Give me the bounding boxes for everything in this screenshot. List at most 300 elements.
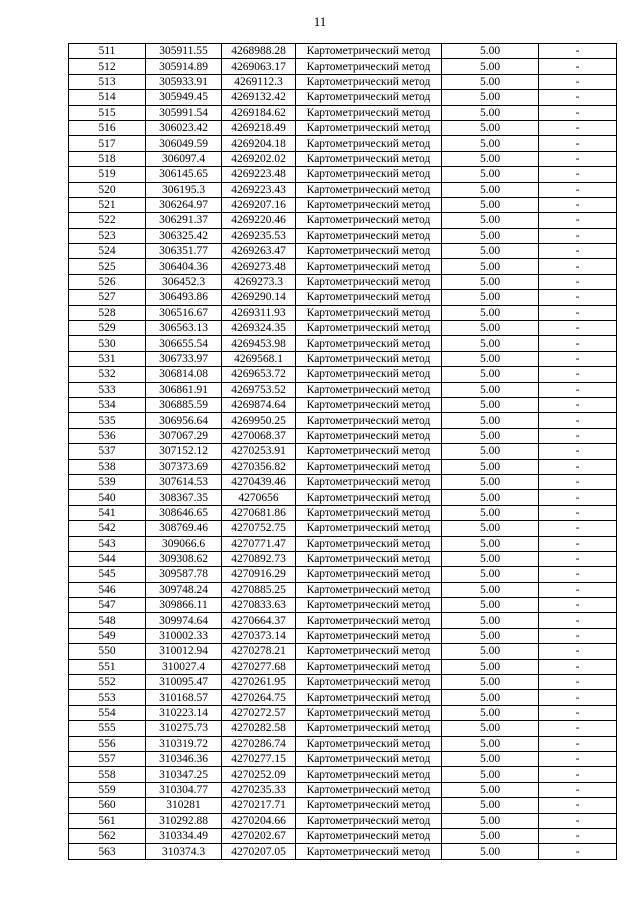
x-coordinate-cell: 306655.54: [146, 336, 222, 351]
note-cell: -: [539, 459, 617, 474]
table-row: [69, 598, 617, 613]
accuracy-cell: 5.00: [442, 659, 539, 674]
accuracy-cell: 5.00: [442, 613, 539, 628]
accuracy-cell: 5.00: [442, 351, 539, 366]
table-row: [69, 120, 617, 135]
method-cell: Картометрический метод: [296, 321, 442, 336]
note-cell: -: [539, 782, 617, 797]
x-coordinate-cell: 310095.47: [146, 675, 222, 690]
accuracy-cell: 5.00: [442, 844, 539, 859]
accuracy-cell: 5.00: [442, 582, 539, 597]
method-cell: Картометрический метод: [296, 582, 442, 597]
x-coordinate-cell: 310334.49: [146, 828, 222, 843]
note-cell: -: [539, 105, 617, 120]
x-coordinate-cell: 310292.88: [146, 813, 222, 828]
method-cell: Картометрический метод: [296, 259, 442, 274]
x-coordinate-cell: 310275.73: [146, 721, 222, 736]
point-number-cell: 562: [69, 828, 146, 843]
y-coordinate-cell: 4270916.29: [222, 567, 296, 582]
note-cell: -: [539, 367, 617, 382]
method-cell: Картометрический метод: [296, 813, 442, 828]
x-coordinate-cell: 309308.62: [146, 551, 222, 566]
note-cell: -: [539, 120, 617, 135]
y-coordinate-cell: 4270282.58: [222, 721, 296, 736]
note-cell: -: [539, 59, 617, 74]
point-number-cell: 541: [69, 505, 146, 520]
x-coordinate-cell: 309866.11: [146, 598, 222, 613]
y-coordinate-cell: 4269263.47: [222, 244, 296, 259]
x-coordinate-cell: 309587.78: [146, 567, 222, 582]
accuracy-cell: 5.00: [442, 736, 539, 751]
x-coordinate-cell: 306097.4: [146, 151, 222, 166]
table-row: [69, 567, 617, 582]
method-cell: Картометрический метод: [296, 428, 442, 443]
point-number-cell: 513: [69, 74, 146, 89]
table-row: [69, 767, 617, 782]
y-coordinate-cell: 4269950.25: [222, 413, 296, 428]
table-row: [69, 613, 617, 628]
x-coordinate-cell: 306452.3: [146, 274, 222, 289]
note-cell: -: [539, 659, 617, 674]
accuracy-cell: 5.00: [442, 505, 539, 520]
x-coordinate-cell: 307373.69: [146, 459, 222, 474]
x-coordinate-cell: 306049.59: [146, 136, 222, 151]
x-coordinate-cell: 307067.29: [146, 428, 222, 443]
table-row: [69, 675, 617, 690]
note-cell: -: [539, 490, 617, 505]
accuracy-cell: 5.00: [442, 167, 539, 182]
x-coordinate-cell: 309066.6: [146, 536, 222, 551]
table-row: [69, 59, 617, 74]
x-coordinate-cell: 308769.46: [146, 521, 222, 536]
accuracy-cell: 5.00: [442, 413, 539, 428]
method-cell: Картометрический метод: [296, 44, 442, 59]
y-coordinate-cell: 4269874.64: [222, 397, 296, 412]
point-number-cell: 559: [69, 782, 146, 797]
note-cell: -: [539, 197, 617, 212]
note-cell: -: [539, 536, 617, 551]
note-cell: -: [539, 551, 617, 566]
note-cell: -: [539, 798, 617, 813]
method-cell: Картометрический метод: [296, 767, 442, 782]
x-coordinate-cell: 306325.42: [146, 228, 222, 243]
y-coordinate-cell: 4270235.33: [222, 782, 296, 797]
x-coordinate-cell: 306195.3: [146, 182, 222, 197]
method-cell: Картометрический метод: [296, 567, 442, 582]
table-row: [69, 197, 617, 212]
table-row: [69, 521, 617, 536]
y-coordinate-cell: 4270264.75: [222, 690, 296, 705]
method-cell: Картометрический метод: [296, 213, 442, 228]
accuracy-cell: 5.00: [442, 397, 539, 412]
point-number-cell: 557: [69, 751, 146, 766]
point-number-cell: 561: [69, 813, 146, 828]
y-coordinate-cell: 4270277.68: [222, 659, 296, 674]
x-coordinate-cell: 307152.12: [146, 444, 222, 459]
accuracy-cell: 5.00: [442, 721, 539, 736]
x-coordinate-cell: 309748.24: [146, 582, 222, 597]
note-cell: -: [539, 628, 617, 643]
y-coordinate-cell: 4269290.14: [222, 290, 296, 305]
method-cell: Картометрический метод: [296, 536, 442, 551]
method-cell: Картометрический метод: [296, 551, 442, 566]
table-row: [69, 474, 617, 489]
point-number-cell: 547: [69, 598, 146, 613]
y-coordinate-cell: 4269753.52: [222, 382, 296, 397]
method-cell: Картометрический метод: [296, 382, 442, 397]
x-coordinate-cell: 306733.97: [146, 351, 222, 366]
table-row: [69, 397, 617, 412]
point-number-cell: 534: [69, 397, 146, 412]
method-cell: Картометрический метод: [296, 828, 442, 843]
point-number-cell: 538: [69, 459, 146, 474]
note-cell: -: [539, 259, 617, 274]
accuracy-cell: 5.00: [442, 428, 539, 443]
method-cell: Картометрический метод: [296, 90, 442, 105]
point-number-cell: 515: [69, 105, 146, 120]
point-number-cell: 539: [69, 474, 146, 489]
note-cell: -: [539, 505, 617, 520]
table-row: [69, 628, 617, 643]
accuracy-cell: 5.00: [442, 536, 539, 551]
note-cell: -: [539, 690, 617, 705]
accuracy-cell: 5.00: [442, 705, 539, 720]
accuracy-cell: 5.00: [442, 244, 539, 259]
note-cell: -: [539, 182, 617, 197]
note-cell: -: [539, 613, 617, 628]
accuracy-cell: 5.00: [442, 59, 539, 74]
table-row: [69, 228, 617, 243]
point-number-cell: 526: [69, 274, 146, 289]
y-coordinate-cell: 4269653.72: [222, 367, 296, 382]
point-number-cell: 512: [69, 59, 146, 74]
method-cell: Картометрический метод: [296, 59, 442, 74]
accuracy-cell: 5.00: [442, 828, 539, 843]
accuracy-cell: 5.00: [442, 213, 539, 228]
x-coordinate-cell: 310346.36: [146, 751, 222, 766]
x-coordinate-cell: 309974.64: [146, 613, 222, 628]
note-cell: -: [539, 397, 617, 412]
x-coordinate-cell: 306861.91: [146, 382, 222, 397]
table-row: [69, 690, 617, 705]
note-cell: -: [539, 598, 617, 613]
x-coordinate-cell: 306404.36: [146, 259, 222, 274]
y-coordinate-cell: 4269223.43: [222, 182, 296, 197]
y-coordinate-cell: 4269311.93: [222, 305, 296, 320]
point-number-cell: 543: [69, 536, 146, 551]
accuracy-cell: 5.00: [442, 444, 539, 459]
table-row: [69, 382, 617, 397]
point-number-cell: 529: [69, 321, 146, 336]
note-cell: -: [539, 813, 617, 828]
point-number-cell: 531: [69, 351, 146, 366]
y-coordinate-cell: 4269223.48: [222, 167, 296, 182]
method-cell: Картометрический метод: [296, 736, 442, 751]
note-cell: -: [539, 751, 617, 766]
accuracy-cell: 5.00: [442, 459, 539, 474]
method-cell: Картометрический метод: [296, 490, 442, 505]
point-number-cell: 530: [69, 336, 146, 351]
table-row: [69, 274, 617, 289]
accuracy-cell: 5.00: [442, 690, 539, 705]
y-coordinate-cell: 4270892.73: [222, 551, 296, 566]
x-coordinate-cell: 310304.77: [146, 782, 222, 797]
note-cell: -: [539, 336, 617, 351]
table-row: [69, 428, 617, 443]
x-coordinate-cell: 306885.59: [146, 397, 222, 412]
table-row: [69, 536, 617, 551]
point-number-cell: 553: [69, 690, 146, 705]
y-coordinate-cell: 4270681.86: [222, 505, 296, 520]
table-row: [69, 213, 617, 228]
note-cell: -: [539, 244, 617, 259]
note-cell: -: [539, 413, 617, 428]
y-coordinate-cell: 4270272.57: [222, 705, 296, 720]
accuracy-cell: 5.00: [442, 782, 539, 797]
x-coordinate-cell: 310281: [146, 798, 222, 813]
table-row: [69, 751, 617, 766]
method-cell: Картометрический метод: [296, 459, 442, 474]
y-coordinate-cell: 4270752.75: [222, 521, 296, 536]
note-cell: -: [539, 675, 617, 690]
point-number-cell: 556: [69, 736, 146, 751]
point-number-cell: 535: [69, 413, 146, 428]
note-cell: -: [539, 321, 617, 336]
note-cell: -: [539, 474, 617, 489]
accuracy-cell: 5.00: [442, 490, 539, 505]
table-row: [69, 705, 617, 720]
note-cell: -: [539, 644, 617, 659]
point-number-cell: 548: [69, 613, 146, 628]
method-cell: Картометрический метод: [296, 244, 442, 259]
note-cell: -: [539, 736, 617, 751]
note-cell: -: [539, 74, 617, 89]
note-cell: -: [539, 721, 617, 736]
accuracy-cell: 5.00: [442, 259, 539, 274]
method-cell: Картометрический метод: [296, 305, 442, 320]
accuracy-cell: 5.00: [442, 767, 539, 782]
table-row: [69, 167, 617, 182]
y-coordinate-cell: 4269218.49: [222, 120, 296, 135]
method-cell: Картометрический метод: [296, 290, 442, 305]
y-coordinate-cell: 4270207.05: [222, 844, 296, 859]
y-coordinate-cell: 4269324.35: [222, 321, 296, 336]
y-coordinate-cell: 4269184.62: [222, 105, 296, 120]
table-row: [69, 782, 617, 797]
method-cell: Картометрический метод: [296, 274, 442, 289]
x-coordinate-cell: 310002.33: [146, 628, 222, 643]
y-coordinate-cell: 4270833.63: [222, 598, 296, 613]
note-cell: -: [539, 167, 617, 182]
accuracy-cell: 5.00: [442, 120, 539, 135]
note-cell: -: [539, 305, 617, 320]
y-coordinate-cell: 4269273.3: [222, 274, 296, 289]
table-row: [69, 136, 617, 151]
method-cell: Картометрический метод: [296, 659, 442, 674]
y-coordinate-cell: 4270664.37: [222, 613, 296, 628]
point-number-cell: 537: [69, 444, 146, 459]
y-coordinate-cell: 4270885.25: [222, 582, 296, 597]
point-number-cell: 524: [69, 244, 146, 259]
note-cell: -: [539, 274, 617, 289]
table-row: [69, 351, 617, 366]
y-coordinate-cell: 4268988.28: [222, 44, 296, 59]
note-cell: -: [539, 382, 617, 397]
y-coordinate-cell: 4270253.91: [222, 444, 296, 459]
point-number-cell: 521: [69, 197, 146, 212]
note-cell: -: [539, 90, 617, 105]
method-cell: Картометрический метод: [296, 705, 442, 720]
method-cell: Картометрический метод: [296, 74, 442, 89]
point-number-cell: 532: [69, 367, 146, 382]
table-row: [69, 259, 617, 274]
note-cell: -: [539, 567, 617, 582]
method-cell: Картометрический метод: [296, 613, 442, 628]
table-row: [69, 305, 617, 320]
method-cell: Картометрический метод: [296, 197, 442, 212]
note-cell: -: [539, 290, 617, 305]
method-cell: Картометрический метод: [296, 521, 442, 536]
method-cell: Картометрический метод: [296, 351, 442, 366]
x-coordinate-cell: 308646.65: [146, 505, 222, 520]
accuracy-cell: 5.00: [442, 321, 539, 336]
table-row: [69, 582, 617, 597]
accuracy-cell: 5.00: [442, 751, 539, 766]
note-cell: -: [539, 351, 617, 366]
point-number-cell: 525: [69, 259, 146, 274]
y-coordinate-cell: 4270202.67: [222, 828, 296, 843]
accuracy-cell: 5.00: [442, 382, 539, 397]
x-coordinate-cell: 310027.4: [146, 659, 222, 674]
x-coordinate-cell: 308367.35: [146, 490, 222, 505]
accuracy-cell: 5.00: [442, 197, 539, 212]
method-cell: Картометрический метод: [296, 598, 442, 613]
x-coordinate-cell: 306351.77: [146, 244, 222, 259]
point-number-cell: 542: [69, 521, 146, 536]
note-cell: -: [539, 228, 617, 243]
method-cell: Картометрический метод: [296, 367, 442, 382]
method-cell: Картометрический метод: [296, 782, 442, 797]
x-coordinate-cell: 310223.14: [146, 705, 222, 720]
table-row: [69, 721, 617, 736]
x-coordinate-cell: 306516.67: [146, 305, 222, 320]
point-number-cell: 555: [69, 721, 146, 736]
y-coordinate-cell: 4270068.37: [222, 428, 296, 443]
method-cell: Картометрический метод: [296, 120, 442, 135]
y-coordinate-cell: 4269273.48: [222, 259, 296, 274]
point-number-cell: 544: [69, 551, 146, 566]
x-coordinate-cell: 307614.53: [146, 474, 222, 489]
table-row: [69, 244, 617, 259]
y-coordinate-cell: 4270277.15: [222, 751, 296, 766]
table-row: [69, 336, 617, 351]
method-cell: Картометрический метод: [296, 336, 442, 351]
table-row: [69, 74, 617, 89]
method-cell: Картометрический метод: [296, 628, 442, 643]
point-number-cell: 511: [69, 44, 146, 59]
y-coordinate-cell: 4269568.1: [222, 351, 296, 366]
y-coordinate-cell: 4269453.98: [222, 336, 296, 351]
table-row: [69, 828, 617, 843]
table-row: [69, 844, 617, 859]
method-cell: Картометрический метод: [296, 751, 442, 766]
table-row: [69, 44, 617, 59]
method-cell: Картометрический метод: [296, 151, 442, 166]
table-row: [69, 367, 617, 382]
y-coordinate-cell: 4269202.02: [222, 151, 296, 166]
point-number-cell: 563: [69, 844, 146, 859]
table-row: [69, 151, 617, 166]
method-cell: Картометрический метод: [296, 397, 442, 412]
y-coordinate-cell: 4270252.09: [222, 767, 296, 782]
accuracy-cell: 5.00: [442, 136, 539, 151]
accuracy-cell: 5.00: [442, 675, 539, 690]
x-coordinate-cell: 310347.25: [146, 767, 222, 782]
method-cell: Картометрический метод: [296, 413, 442, 428]
point-number-cell: 519: [69, 167, 146, 182]
y-coordinate-cell: 4270278.21: [222, 644, 296, 659]
y-coordinate-cell: 4269235.53: [222, 228, 296, 243]
accuracy-cell: 5.00: [442, 182, 539, 197]
table-row: [69, 444, 617, 459]
method-cell: Картометрический метод: [296, 798, 442, 813]
point-number-cell: 528: [69, 305, 146, 320]
point-number-cell: 522: [69, 213, 146, 228]
accuracy-cell: 5.00: [442, 644, 539, 659]
note-cell: -: [539, 428, 617, 443]
accuracy-cell: 5.00: [442, 474, 539, 489]
accuracy-cell: 5.00: [442, 367, 539, 382]
accuracy-cell: 5.00: [442, 798, 539, 813]
method-cell: Картометрический метод: [296, 505, 442, 520]
table-body: [69, 44, 617, 860]
point-number-cell: 558: [69, 767, 146, 782]
table-row: [69, 798, 617, 813]
note-cell: -: [539, 521, 617, 536]
accuracy-cell: 5.00: [442, 628, 539, 643]
accuracy-cell: 5.00: [442, 90, 539, 105]
method-cell: Картометрический метод: [296, 474, 442, 489]
note-cell: -: [539, 213, 617, 228]
note-cell: -: [539, 705, 617, 720]
point-number-cell: 516: [69, 120, 146, 135]
point-number-cell: 523: [69, 228, 146, 243]
point-number-cell: 518: [69, 151, 146, 166]
table-row: [69, 644, 617, 659]
y-coordinate-cell: 4270656: [222, 490, 296, 505]
x-coordinate-cell: 305949.45: [146, 90, 222, 105]
point-number-cell: 527: [69, 290, 146, 305]
table-row: [69, 490, 617, 505]
x-coordinate-cell: 306956.64: [146, 413, 222, 428]
y-coordinate-cell: 4270356.82: [222, 459, 296, 474]
table-row: [69, 90, 617, 105]
y-coordinate-cell: 4270373.14: [222, 628, 296, 643]
note-cell: -: [539, 844, 617, 859]
y-coordinate-cell: 4269220.46: [222, 213, 296, 228]
x-coordinate-cell: 310012.94: [146, 644, 222, 659]
x-coordinate-cell: 306563.13: [146, 321, 222, 336]
point-number-cell: 517: [69, 136, 146, 151]
table-row: [69, 413, 617, 428]
note-cell: -: [539, 444, 617, 459]
x-coordinate-cell: 306493.86: [146, 290, 222, 305]
y-coordinate-cell: 4270439.46: [222, 474, 296, 489]
y-coordinate-cell: 4270261.95: [222, 675, 296, 690]
table-row: [69, 659, 617, 674]
accuracy-cell: 5.00: [442, 521, 539, 536]
x-coordinate-cell: 310168.57: [146, 690, 222, 705]
